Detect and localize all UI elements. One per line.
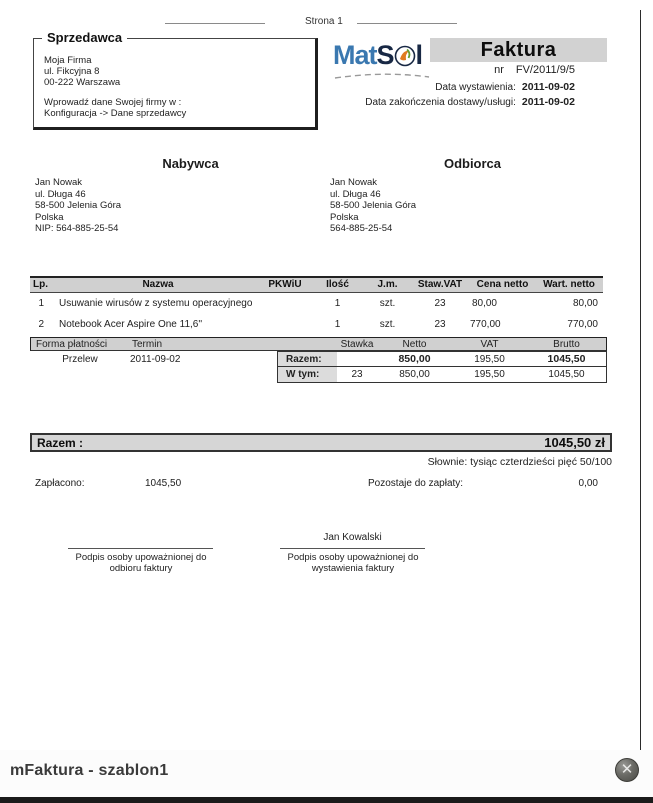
cell-lp: 2 [38,318,44,330]
payment-summary [30,337,607,383]
table-row [30,314,603,335]
logo-swoosh-underline [333,70,433,82]
issue-date-value: 2011-09-02 [521,81,575,93]
seller-box [33,30,318,130]
col-header-stawvat: Staw.VAT [410,277,470,293]
cell-jm: szt. [379,297,396,309]
pay-header-forma: Forma płatności [30,337,130,351]
pay-header-brutto: Brutto [527,337,607,351]
seller-legend: Sprzedawca [42,30,127,45]
close-icon: ✕ [620,760,634,778]
receiver-signature-caption [41,552,241,574]
logo-mat-text: Mat [333,40,377,70]
caption-line: wystawienia faktury [311,563,395,574]
seller-hint [44,97,186,119]
items-table [30,276,603,335]
caption-line: odbioru faktury [109,563,173,574]
seller-line: Moja Firma [44,55,92,66]
page-header [0,16,653,30]
header-divider-left [165,23,265,24]
receiver-signature-line [68,548,213,549]
close-button[interactable] [615,758,639,782]
col-header-cena-netto: Cena netto [470,277,535,293]
pay-empty [130,367,277,383]
grand-total-value: 1045,50 zł [544,435,605,450]
buyer-line: Polska [35,211,64,223]
seller-address [44,55,120,88]
buyer-line: ul. Długa 46 [35,188,86,200]
cell-wart-netto: 80,00 [572,297,598,309]
razem-stawka-empty [337,351,377,367]
paid-value: 1045,50 [145,478,182,489]
receiver-address [330,177,416,235]
grand-total-bar [30,433,612,452]
amount-in-words: Słownie: tysiąc czterdzieści pięć 50/100 [427,456,612,468]
matsol-logo-text [333,40,433,73]
cell-ilosc: 1 [334,318,341,330]
page-edge-line [640,10,641,750]
invoice-title-bar [430,38,607,62]
delivery-date-row [365,96,575,108]
buyer-title: Nabywca [162,156,219,171]
issue-date-label: Data wystawienia: [435,82,516,93]
cell-cena-netto: 770,00 [470,318,501,330]
caption-line: Podpis osoby upoważnionej do [75,552,207,563]
cell-nazwa: Usuwanie wirusów z systemu operacyjnego [59,297,253,309]
cell-cena-netto: 80,00 [471,297,497,309]
seller-hint-line: Konfiguracja -> Dane sprzedawcy [44,108,187,119]
cell-lp: 1 [38,297,44,309]
window-title: mFaktura - szablon1 [10,762,169,779]
cell-jm: szt. [379,318,396,330]
receiver-line: 58-500 Jelenia Góra [330,200,417,211]
razem-brutto: 1045,50 [527,351,607,367]
logo-s-text: S [376,40,394,70]
pay-header-termin: Termin [130,337,277,351]
seller-line: 00-222 Warszawa [44,77,121,88]
cell-wart-netto: 770,00 [567,318,598,330]
razem-label: Razem: [277,351,337,367]
table-row [30,293,603,314]
buyer-line: 58-500 Jelenia Góra [35,200,122,211]
payment-term: 2011-09-02 [130,353,181,365]
receiver-line: Polska [330,211,359,223]
col-header-wart-netto: Wart. netto [535,277,603,293]
paid-label: Zapłacono: [35,478,85,489]
wtym-vat: 195,50 [452,367,527,383]
pay-header-netto: Netto [377,337,452,351]
cell-stawvat: 23 [434,318,446,330]
razem-vat: 195,50 [452,351,527,367]
seller-hint-line: Wprowadź dane Swojej firmy w : [44,97,182,108]
seller-line: ul. Fikcyjna 8 [44,66,100,77]
invoice-number-row [494,64,575,76]
receiver-line: 564-885-25-54 [330,223,393,234]
buyer-line: NIP: 564-885-25-54 [35,223,119,234]
invoice-number-label: nr [494,64,504,76]
wtym-brutto: 1045,50 [527,367,607,383]
wtym-stawka: 23 [337,367,377,383]
buyer-line: Jan Nowak [35,177,82,188]
col-header-lp: Lp. [30,277,56,293]
delivery-date-value: 2011-09-02 [521,96,575,108]
issuer-signature-name: Jan Kowalski [323,532,382,543]
bottom-strip [0,797,653,803]
receiver-line: Jan Nowak [330,177,377,188]
invoice-number-value: FV/2011/9/5 [515,64,575,76]
page-number-label: Strona 1 [305,16,343,27]
payment-method: Przelew [62,353,98,365]
receiver-title: Odbiorca [443,156,502,171]
cell-pkwiu [260,314,310,335]
issuer-signature-caption [253,552,453,574]
grand-total-label: Razem : [37,435,84,450]
due-label: Pozostaje do zapłaty: [368,478,464,489]
invoice-title: Faktura [480,38,557,61]
cell-stawvat: 23 [434,297,446,309]
cell-pkwiu [260,293,310,314]
pay-header-stawka: Stawka [337,337,377,351]
pay-header-spacer [277,337,337,351]
logo-l-text: l [415,40,423,70]
delivery-date-label: Data zakończenia dostawy/usługi: [365,97,516,108]
globe-icon [394,43,416,73]
col-header-nazwa: Nazwa [56,277,260,293]
cell-nazwa: Notebook Acer Aspire One 11,6'' [59,318,203,330]
wtym-netto: 850,00 [377,367,452,383]
col-header-ilosc: Ilość [310,277,365,293]
col-header-pkwiu: PKWiU [260,277,310,293]
matsol-logo [333,40,433,84]
buyer-address [35,177,121,235]
razem-netto: 850,00 [377,351,452,367]
wtym-label: W tym: [277,367,337,383]
items-table-header [30,277,603,293]
receiver-line: ul. Długa 46 [330,188,381,200]
cell-ilosc: 1 [334,297,341,309]
pay-header-vat: VAT [452,337,527,351]
caption-line: Podpis osoby upoważnionej do [287,552,419,563]
pay-empty [30,367,130,383]
due-value: 0,00 [578,478,598,489]
issuer-signature-line [280,548,425,549]
col-header-jm: J.m. [365,277,410,293]
header-divider-right [357,23,457,24]
issue-date-row [435,81,575,93]
status-bar [0,750,653,797]
